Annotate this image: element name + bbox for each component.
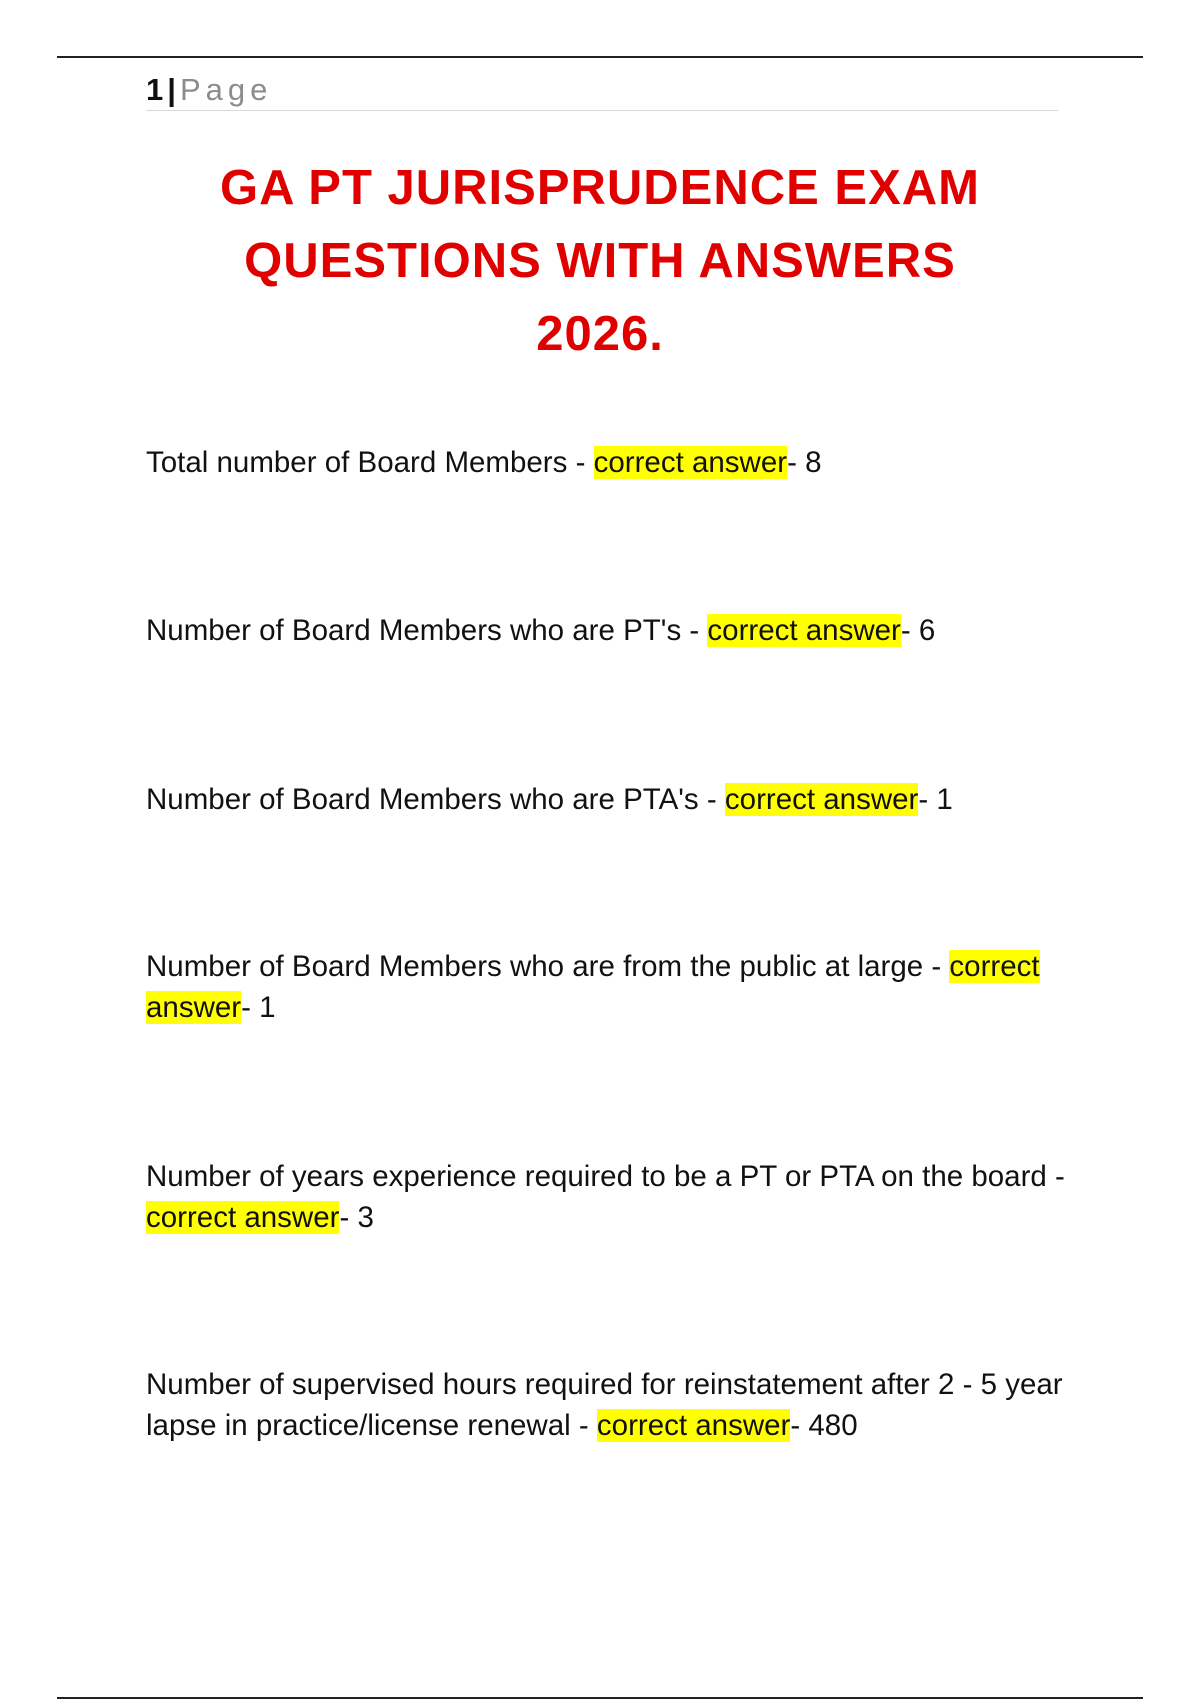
title-line-1: GA PT JURISPRUDENCE EXAM — [219, 161, 980, 215]
question-text: Number of years experience required to be a PT or PTA on the board - — [146, 1160, 1065, 1193]
qa-item-4 — [146, 946, 1066, 1028]
answer-label: correct answer — [724, 783, 919, 816]
qa-item-3 — [146, 779, 1066, 820]
page-separator: | — [167, 72, 176, 107]
qa-item-1 — [146, 442, 1066, 483]
answer-label: correct answer — [146, 1201, 340, 1234]
qa-item-2 — [146, 610, 1066, 651]
question-text: Number of supervised hours required for reinstatement after 2 - 5 year lapse in practice/license renewal - — [146, 1368, 1063, 1442]
answer-label: correct answer — [596, 1409, 791, 1442]
question-text: Total number of Board Members - — [146, 446, 594, 479]
answer-value: - 3 — [339, 1201, 374, 1234]
title-line-2: QUESTIONS WITH ANSWERS — [244, 234, 956, 288]
question-text: Number of Board Members who are PTA's - — [146, 783, 725, 816]
answer-value: - 1 — [918, 783, 953, 816]
question-text: Number of Board Members who are from the public at large - — [146, 950, 950, 983]
answer-value: - 480 — [790, 1409, 858, 1442]
answer-label: correct answer — [593, 446, 788, 479]
question-text: Number of Board Members who are PT's - — [146, 614, 708, 647]
answer-value: - 6 — [900, 614, 936, 647]
answer-value: - 8 — [787, 446, 822, 479]
bottom-rule — [57, 1697, 1143, 1699]
answer-value: - 1 — [241, 991, 276, 1024]
page-word: Page — [179, 72, 273, 107]
title-line-3: 2026. — [536, 307, 664, 361]
top-rule — [57, 56, 1143, 58]
page-header — [146, 70, 1058, 111]
answer-label: correct answer — [707, 614, 901, 647]
qa-item-5 — [146, 1156, 1066, 1238]
document-title — [100, 152, 1100, 371]
page-number: 1 — [146, 72, 164, 107]
answer-label: correct answer — [146, 950, 1040, 1024]
qa-item-6 — [146, 1364, 1066, 1446]
